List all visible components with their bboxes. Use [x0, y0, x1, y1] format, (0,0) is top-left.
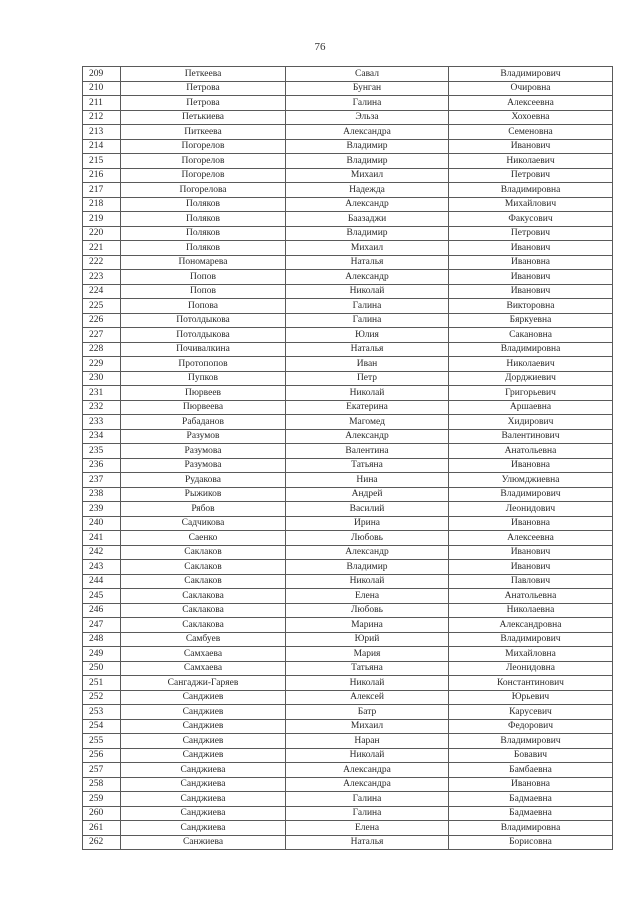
surname-cell: Поляков — [121, 197, 286, 212]
row-number: 258 — [83, 777, 121, 792]
patronymic-cell: Дорджиевич — [449, 371, 613, 386]
table-row — [83, 458, 613, 473]
patronymic-cell: Петрович — [449, 168, 613, 183]
name-cell: Батр — [286, 705, 449, 720]
row-number: 245 — [83, 589, 121, 604]
table-row — [83, 226, 613, 241]
table-row — [83, 357, 613, 372]
patronymic-cell: Леонидович — [449, 502, 613, 517]
table-row — [83, 748, 613, 763]
row-number: 262 — [83, 835, 121, 850]
patronymic-cell: Александровна — [449, 618, 613, 633]
row-number: 250 — [83, 661, 121, 676]
patronymic-cell: Иванович — [449, 560, 613, 575]
surname-cell: Саклакова — [121, 603, 286, 618]
patronymic-cell: Петрович — [449, 226, 613, 241]
name-cell: Владимир — [286, 226, 449, 241]
patronymic-cell: Карусевич — [449, 705, 613, 720]
table-row — [83, 661, 613, 676]
patronymic-cell: Факусович — [449, 212, 613, 227]
name-cell: Михаил — [286, 241, 449, 256]
name-cell: Николай — [286, 676, 449, 691]
row-number: 237 — [83, 473, 121, 488]
row-number: 230 — [83, 371, 121, 386]
patronymic-cell: Анатольевна — [449, 589, 613, 604]
patronymic-cell: Леонидовна — [449, 661, 613, 676]
patronymic-cell: Иванович — [449, 270, 613, 285]
row-number: 252 — [83, 690, 121, 705]
name-cell: Эльза — [286, 110, 449, 125]
row-number: 233 — [83, 415, 121, 430]
row-number: 255 — [83, 734, 121, 749]
patronymic-cell: Бадмаевна — [449, 792, 613, 807]
surname-cell: Попов — [121, 284, 286, 299]
patronymic-cell: Николаевич — [449, 154, 613, 169]
table-row — [83, 705, 613, 720]
name-cell: Владимир — [286, 560, 449, 575]
table-row — [83, 647, 613, 662]
table-row — [83, 632, 613, 647]
table-row — [83, 444, 613, 459]
row-number: 219 — [83, 212, 121, 227]
row-number: 247 — [83, 618, 121, 633]
table-row — [83, 473, 613, 488]
row-number: 249 — [83, 647, 121, 662]
patronymic-cell: Ивановна — [449, 458, 613, 473]
name-cell: Александра — [286, 125, 449, 140]
name-cell: Александр — [286, 429, 449, 444]
table-row — [83, 110, 613, 125]
row-number: 215 — [83, 154, 121, 169]
name-cell: Нина — [286, 473, 449, 488]
patronymic-cell: Аршаевна — [449, 400, 613, 415]
patronymic-cell: Ивановна — [449, 255, 613, 270]
table-row — [83, 821, 613, 836]
table-row — [83, 560, 613, 575]
row-number: 238 — [83, 487, 121, 502]
patronymic-cell: Федорович — [449, 719, 613, 734]
row-number: 222 — [83, 255, 121, 270]
name-cell: Екатерина — [286, 400, 449, 415]
name-cell: Юлия — [286, 328, 449, 343]
table-row — [83, 734, 613, 749]
surname-cell: Санджиев — [121, 734, 286, 749]
surname-cell: Рудакова — [121, 473, 286, 488]
surname-cell: Питкеева — [121, 125, 286, 140]
row-number: 251 — [83, 676, 121, 691]
name-cell: Владимир — [286, 139, 449, 154]
row-number: 242 — [83, 545, 121, 560]
roster-body — [83, 67, 613, 850]
row-number: 228 — [83, 342, 121, 357]
surname-cell: Поляков — [121, 241, 286, 256]
surname-cell: Разумова — [121, 444, 286, 459]
row-number: 221 — [83, 241, 121, 256]
patronymic-cell: Ивановна — [449, 516, 613, 531]
name-cell: Мария — [286, 647, 449, 662]
surname-cell: Петрова — [121, 81, 286, 96]
row-number: 254 — [83, 719, 121, 734]
name-cell: Марина — [286, 618, 449, 633]
surname-cell: Саклакова — [121, 618, 286, 633]
patronymic-cell: Алексеевна — [449, 96, 613, 111]
patronymic-cell: Иванович — [449, 545, 613, 560]
name-cell: Николай — [286, 386, 449, 401]
table-row — [83, 328, 613, 343]
table-row — [83, 400, 613, 415]
table-row — [83, 284, 613, 299]
name-cell: Баазаджи — [286, 212, 449, 227]
surname-cell: Протопопов — [121, 357, 286, 372]
row-number: 253 — [83, 705, 121, 720]
table-row — [83, 487, 613, 502]
patronymic-cell: Бяркуевна — [449, 313, 613, 328]
surname-cell: Саклаков — [121, 574, 286, 589]
row-number: 243 — [83, 560, 121, 575]
name-cell: Надежда — [286, 183, 449, 198]
row-number: 210 — [83, 81, 121, 96]
patronymic-cell: Борисовна — [449, 835, 613, 850]
table-row — [83, 676, 613, 691]
row-number: 231 — [83, 386, 121, 401]
page-number: 76 — [314, 41, 326, 53]
table-row — [83, 81, 613, 96]
row-number: 246 — [83, 603, 121, 618]
table-row — [83, 502, 613, 517]
surname-cell: Пюрвеев — [121, 386, 286, 401]
row-number: 209 — [83, 67, 121, 82]
name-cell: Савал — [286, 67, 449, 82]
table-row — [83, 386, 613, 401]
name-cell: Галина — [286, 792, 449, 807]
surname-cell: Санджиева — [121, 777, 286, 792]
roster-table — [82, 66, 613, 850]
surname-cell: Попов — [121, 270, 286, 285]
name-cell: Татьяна — [286, 458, 449, 473]
table-row — [83, 371, 613, 386]
surname-cell: Санджиева — [121, 821, 286, 836]
row-number: 257 — [83, 763, 121, 778]
patronymic-cell: Григорьевич — [449, 386, 613, 401]
name-cell: Иван — [286, 357, 449, 372]
patronymic-cell: Иванович — [449, 139, 613, 154]
table-row — [83, 429, 613, 444]
row-number: 217 — [83, 183, 121, 198]
name-cell: Владимир — [286, 154, 449, 169]
surname-cell: Санжиева — [121, 835, 286, 850]
name-cell: Любовь — [286, 531, 449, 546]
patronymic-cell: Владимировна — [449, 821, 613, 836]
table-row — [83, 270, 613, 285]
table-row — [83, 168, 613, 183]
table-row — [83, 197, 613, 212]
name-cell: Галина — [286, 313, 449, 328]
row-number: 235 — [83, 444, 121, 459]
surname-cell: Разумов — [121, 429, 286, 444]
name-cell: Наталья — [286, 255, 449, 270]
name-cell: Николай — [286, 284, 449, 299]
table-row — [83, 212, 613, 227]
table-row — [83, 139, 613, 154]
surname-cell: Разумова — [121, 458, 286, 473]
row-number: 211 — [83, 96, 121, 111]
surname-cell: Почивалкина — [121, 342, 286, 357]
row-number: 236 — [83, 458, 121, 473]
name-cell: Александра — [286, 763, 449, 778]
patronymic-cell: Михайловна — [449, 647, 613, 662]
row-number: 240 — [83, 516, 121, 531]
patronymic-cell: Очировна — [449, 81, 613, 96]
surname-cell: Рыжиков — [121, 487, 286, 502]
patronymic-cell: Сакановна — [449, 328, 613, 343]
name-cell: Михаил — [286, 719, 449, 734]
patronymic-cell: Викторовна — [449, 299, 613, 314]
patronymic-cell: Алексеевна — [449, 531, 613, 546]
table-row — [83, 792, 613, 807]
name-cell: Александр — [286, 270, 449, 285]
patronymic-cell: Иванович — [449, 241, 613, 256]
row-number: 225 — [83, 299, 121, 314]
name-cell: Наталья — [286, 342, 449, 357]
patronymic-cell: Владимировна — [449, 342, 613, 357]
table-row — [83, 96, 613, 111]
surname-cell: Санджиева — [121, 792, 286, 807]
name-cell: Галина — [286, 96, 449, 111]
surname-cell: Саклаков — [121, 560, 286, 575]
surname-cell: Самхаева — [121, 661, 286, 676]
row-number: 214 — [83, 139, 121, 154]
name-cell: Наталья — [286, 835, 449, 850]
name-cell: Александр — [286, 197, 449, 212]
row-number: 259 — [83, 792, 121, 807]
surname-cell: Саклакова — [121, 589, 286, 604]
patronymic-cell: Ивановна — [449, 777, 613, 792]
row-number: 224 — [83, 284, 121, 299]
patronymic-cell: Бовавич — [449, 748, 613, 763]
table-row — [83, 690, 613, 705]
table-row — [83, 255, 613, 270]
surname-cell: Потолдыкова — [121, 328, 286, 343]
name-cell: Татьяна — [286, 661, 449, 676]
row-number: 232 — [83, 400, 121, 415]
name-cell: Николай — [286, 748, 449, 763]
name-cell: Елена — [286, 589, 449, 604]
row-number: 248 — [83, 632, 121, 647]
surname-cell: Санджиев — [121, 705, 286, 720]
surname-cell: Погорелов — [121, 168, 286, 183]
surname-cell: Пономарева — [121, 255, 286, 270]
surname-cell: Погорелова — [121, 183, 286, 198]
name-cell: Галина — [286, 806, 449, 821]
name-cell: Елена — [286, 821, 449, 836]
surname-cell: Петрова — [121, 96, 286, 111]
row-number: 244 — [83, 574, 121, 589]
patronymic-cell: Анатольевна — [449, 444, 613, 459]
surname-cell: Самхаева — [121, 647, 286, 662]
surname-cell: Саклаков — [121, 545, 286, 560]
surname-cell: Самбуев — [121, 632, 286, 647]
surname-cell: Потолдыкова — [121, 313, 286, 328]
row-number: 226 — [83, 313, 121, 328]
patronymic-cell: Владимирович — [449, 632, 613, 647]
table-row — [83, 125, 613, 140]
table-row — [83, 415, 613, 430]
table-row — [83, 763, 613, 778]
surname-cell: Санджиев — [121, 748, 286, 763]
name-cell: Любовь — [286, 603, 449, 618]
row-number: 213 — [83, 125, 121, 140]
patronymic-cell: Бадмаевна — [449, 806, 613, 821]
surname-cell: Пюрвеева — [121, 400, 286, 415]
row-number: 234 — [83, 429, 121, 444]
name-cell: Василий — [286, 502, 449, 517]
patronymic-cell: Юрьевич — [449, 690, 613, 705]
row-number: 256 — [83, 748, 121, 763]
table-row — [83, 154, 613, 169]
surname-cell: Сангаджи-Гаряев — [121, 676, 286, 691]
name-cell: Александра — [286, 777, 449, 792]
patronymic-cell: Бамбаевна — [449, 763, 613, 778]
row-number: 261 — [83, 821, 121, 836]
table-row — [83, 719, 613, 734]
row-number: 212 — [83, 110, 121, 125]
surname-cell: Рябов — [121, 502, 286, 517]
row-number: 239 — [83, 502, 121, 517]
name-cell: Андрей — [286, 487, 449, 502]
patronymic-cell: Улюмджиевна — [449, 473, 613, 488]
surname-cell: Санджиев — [121, 719, 286, 734]
table-row — [83, 835, 613, 850]
table-row — [83, 516, 613, 531]
patronymic-cell: Иванович — [449, 284, 613, 299]
patronymic-cell: Владимирович — [449, 734, 613, 749]
patronymic-cell: Владимирович — [449, 67, 613, 82]
name-cell: Наран — [286, 734, 449, 749]
surname-cell: Поляков — [121, 226, 286, 241]
surname-cell: Санджиева — [121, 806, 286, 821]
patronymic-cell: Владимирович — [449, 487, 613, 502]
patronymic-cell: Николаевна — [449, 603, 613, 618]
row-number: 229 — [83, 357, 121, 372]
row-number: 241 — [83, 531, 121, 546]
row-number: 220 — [83, 226, 121, 241]
table-row — [83, 299, 613, 314]
table-row — [83, 574, 613, 589]
surname-cell: Петкеева — [121, 67, 286, 82]
table-row — [83, 603, 613, 618]
name-cell: Михаил — [286, 168, 449, 183]
table-row — [83, 618, 613, 633]
row-number: 260 — [83, 806, 121, 821]
patronymic-cell: Семеновна — [449, 125, 613, 140]
patronymic-cell: Константинович — [449, 676, 613, 691]
name-cell: Валентина — [286, 444, 449, 459]
table-row — [83, 777, 613, 792]
table-row — [83, 67, 613, 82]
name-cell: Николай — [286, 574, 449, 589]
patronymic-cell: Валентинович — [449, 429, 613, 444]
patronymic-cell: Хидирович — [449, 415, 613, 430]
name-cell: Галина — [286, 299, 449, 314]
row-number: 227 — [83, 328, 121, 343]
patronymic-cell: Владимировна — [449, 183, 613, 198]
name-cell: Магомед — [286, 415, 449, 430]
surname-cell: Санджиев — [121, 690, 286, 705]
surname-cell: Пупков — [121, 371, 286, 386]
patronymic-cell: Михайлович — [449, 197, 613, 212]
name-cell: Александр — [286, 545, 449, 560]
surname-cell: Санджиева — [121, 763, 286, 778]
row-number: 218 — [83, 197, 121, 212]
name-cell: Петр — [286, 371, 449, 386]
surname-cell: Садчикова — [121, 516, 286, 531]
table-row — [83, 531, 613, 546]
patronymic-cell: Хохоевна — [449, 110, 613, 125]
name-cell: Юрий — [286, 632, 449, 647]
surname-cell: Попова — [121, 299, 286, 314]
surname-cell: Саенко — [121, 531, 286, 546]
surname-cell: Погорелов — [121, 154, 286, 169]
name-cell: Алексей — [286, 690, 449, 705]
surname-cell: Поляков — [121, 212, 286, 227]
row-number: 223 — [83, 270, 121, 285]
table-row — [83, 241, 613, 256]
name-cell: Бунган — [286, 81, 449, 96]
row-number: 216 — [83, 168, 121, 183]
patronymic-cell: Николаевич — [449, 357, 613, 372]
table-row — [83, 545, 613, 560]
table-row — [83, 342, 613, 357]
table-row — [83, 313, 613, 328]
surname-cell: Петькиева — [121, 110, 286, 125]
table-row — [83, 806, 613, 821]
surname-cell: Погорелов — [121, 139, 286, 154]
surname-cell: Рабаданов — [121, 415, 286, 430]
name-cell: Ирина — [286, 516, 449, 531]
table-row — [83, 589, 613, 604]
patronymic-cell: Павлович — [449, 574, 613, 589]
table-row — [83, 183, 613, 198]
